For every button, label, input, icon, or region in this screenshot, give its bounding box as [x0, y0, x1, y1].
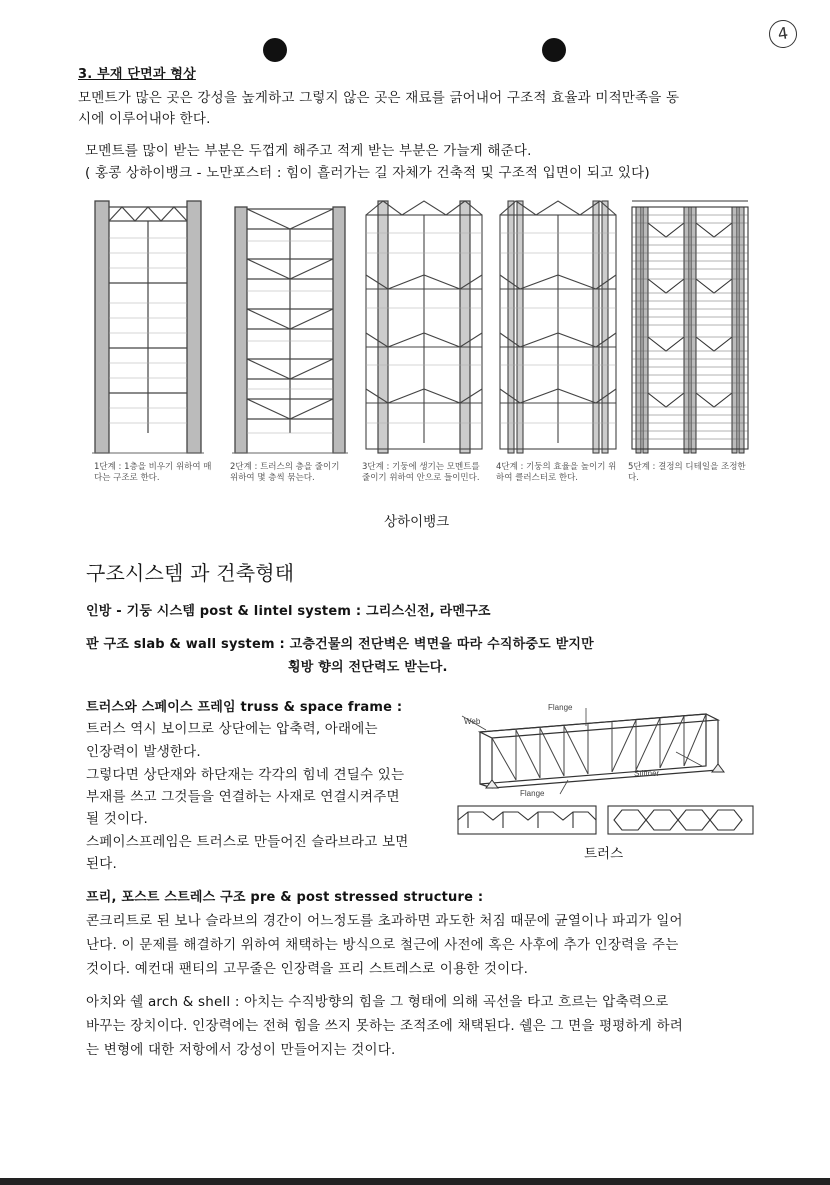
hsbc-stage3-drawing	[362, 193, 486, 455]
figure-caption-5: 5단계 : 결정의 디테일을 조정한다.	[628, 462, 746, 483]
figure-caption-1: 1단계 : 1층을 비우기 위하여 매다는 구조로 한다.	[94, 462, 212, 483]
arch-line-1: 아치와 쉘 arch & shell : 아치는 수직방향의 힘을 그 형태에 의해 곡선을 타고 흐르는 압축력으로	[86, 994, 669, 1010]
truss-label-stiffener: Stiffner	[634, 769, 660, 778]
hsbc-stage5-drawing	[628, 193, 752, 455]
section-title: 구조시스템 과 건축형태	[86, 561, 295, 585]
prestress-line-1: 콘크리트로 된 보나 슬라브의 경간이 어느정도를 초과하면 과도한 처짐 때문에 균열이나 파괴가 일어	[86, 913, 683, 929]
figure-caption-3: 3단계 : 기둥에 생기는 모멘트를 줄이기 위하여 안으로 들이민다.	[362, 462, 480, 483]
scan-bottom-edge	[0, 1178, 830, 1185]
figure-caption-2: 2단계 : 트러스의 층을 줄이기 위하여 몇 층씩 묶는다.	[230, 462, 340, 483]
truss-line-3: 그렇다면 상단재와 하단재는 각각의 힘네 견딜수 있는	[86, 767, 405, 783]
truss-diagram-title: 트러스	[584, 846, 624, 862]
hsbc-stage4-drawing	[496, 193, 620, 455]
truss-label-web: Web	[464, 717, 481, 726]
prestress-line-2: 난다. 이 문제를 해결하기 위하여 채택하는 방식으로 철근에 사전에 혹은 사후에 추가 인장력을 주는	[86, 937, 679, 953]
truss-label-flange-bottom: Flange	[520, 789, 545, 798]
hsbc-stage1-drawing	[88, 193, 208, 455]
truss-diagram	[456, 700, 756, 800]
section3-heading: 3. 부재 단면과 형상	[78, 67, 196, 82]
section3-line1: 모멘트가 많은 곳은 강성을 높게하고 그렇지 않은 곳은 재료를 긁어내어 구조적 효율과 미적만족을 동	[78, 90, 680, 106]
slab-wall-line1: 판 구조 slab & wall system : 고층건물의 전단벽은 벽면을 따라 수직하중도 받지만	[86, 637, 594, 652]
post-lintel-line: 인방 - 기둥 시스템 post & lintel system : 그리스신전, 라멘구조	[86, 604, 491, 619]
section3-line2: 시에 이루어내야 한다.	[78, 111, 211, 127]
slab-wall-line2: 횡방 향의 전단력도 받는다.	[288, 660, 448, 675]
figure-title: 상하이뱅크	[384, 514, 450, 530]
truss-label-flange-top: Flange	[548, 703, 573, 712]
hsbc-stage2-drawing	[230, 193, 350, 455]
binder-hole-left	[263, 38, 287, 62]
page-number: 4	[767, 18, 799, 50]
truss-line-5: 될 것이다.	[86, 811, 148, 827]
prestress-line-3: 것이다. 예컨대 팬티의 고무줄은 인장력을 프리 스트레스로 이용한 것이다.	[86, 961, 529, 977]
arch-line-3: 는 변형에 대한 저항에서 강성이 만들어지는 것이다.	[86, 1042, 396, 1058]
truss-line-6: 스페이스프레임은 트러스로 만들어진 슬라브라고 보면	[86, 834, 409, 850]
truss-heading: 트러스와 스페이스 프레임 truss & space frame :	[86, 700, 403, 715]
section3-line4: ( 홍콩 상하이뱅크 - 노만포스터 : 힘이 흘러가는 길 자체가 건축적 및 구조적 입면이 되고 있다)	[85, 165, 650, 181]
truss-elevation-views	[456, 803, 756, 837]
truss-line-4: 부재를 쓰고 그것들을 연결하는 사재로 연결시켜주면	[86, 789, 400, 805]
truss-line-1: 트러스 역시 보이므로 상단에는 압축력, 아래에는	[86, 721, 378, 737]
prestress-heading: 프리, 포스트 스트레스 구조 pre & post stressed structure :	[86, 890, 484, 905]
section3-line3: 모멘트를 많이 받는 부분은 두껍게 해주고 적게 받는 부분은 가늘게 해준다.	[85, 143, 532, 159]
truss-line-7: 된다.	[86, 856, 117, 872]
figure-caption-4: 4단계 : 기둥의 효율을 높이기 위하여 클러스터로 한다.	[496, 462, 617, 483]
truss-line-2: 인장력이 발생한다.	[86, 744, 201, 760]
binder-hole-right	[542, 38, 566, 62]
arch-line-2: 바꾸는 장치이다. 인장력에는 전혀 힘을 쓰지 못하는 조적조에 채택된다. 쉘은 그 면을 평평하게 하려	[86, 1018, 684, 1034]
